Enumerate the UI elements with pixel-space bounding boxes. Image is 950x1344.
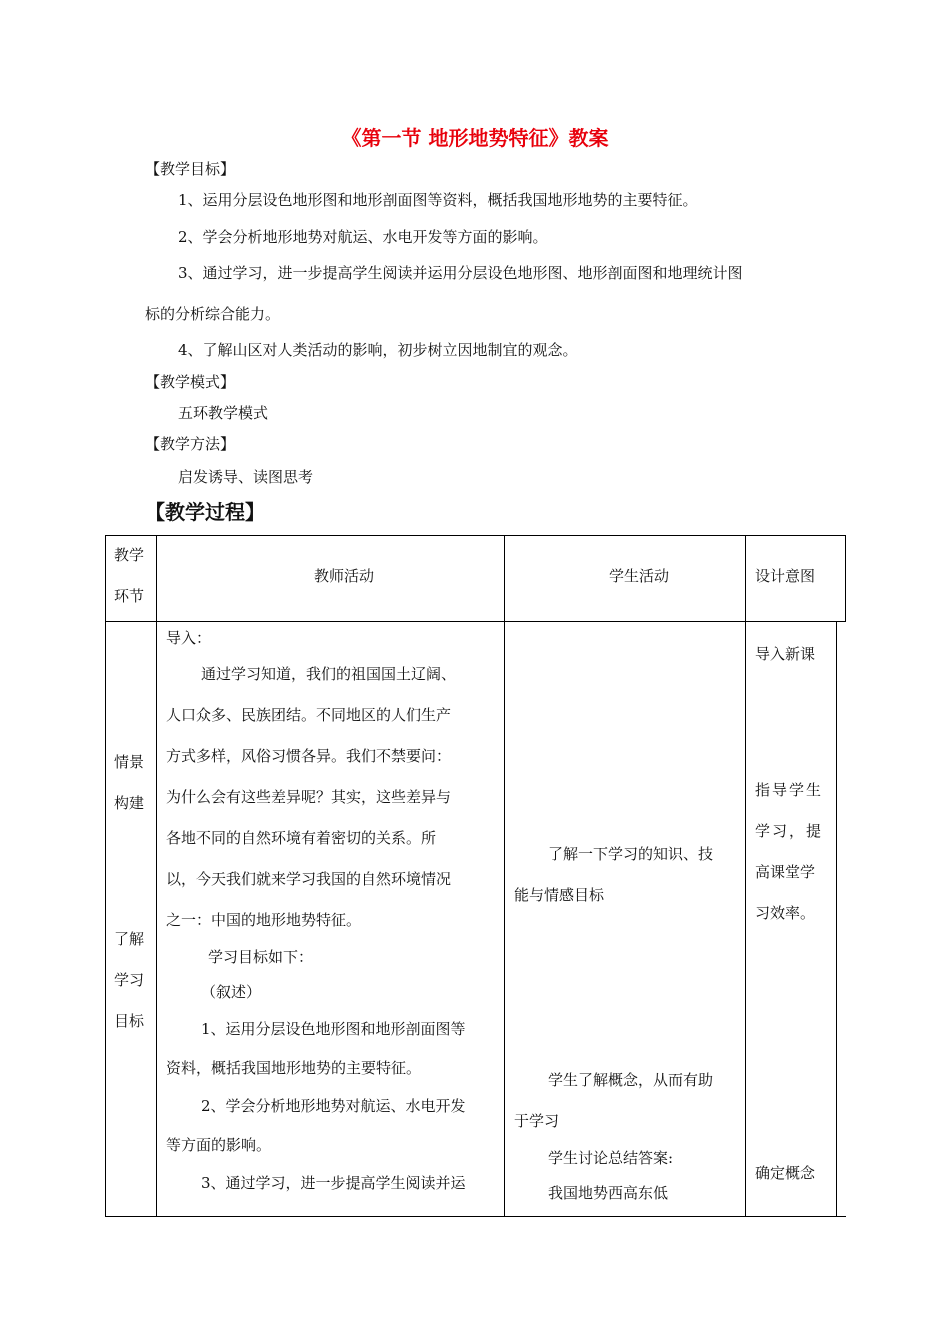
student-line: 我国地势西高东低 xyxy=(548,1184,669,1202)
header-intent: 设计意图 xyxy=(755,567,816,585)
table-border-bottom xyxy=(105,1216,846,1217)
header-section-line1: 教学 xyxy=(114,546,145,564)
goal-item-3-cont: 标的分析综合能力。 xyxy=(145,305,281,323)
teacher-line: 各地不同的自然环境有着密切的关系。所 xyxy=(166,829,437,847)
table-border-top xyxy=(105,535,846,536)
table-col-line-3 xyxy=(745,535,746,1216)
section-label: 目标 xyxy=(114,1012,145,1030)
goals-heading: 【教学目标】 xyxy=(145,160,236,178)
header-student: 学生活动 xyxy=(609,567,670,585)
table-col-line-0 xyxy=(105,535,106,1216)
table-col-line-1 xyxy=(156,535,157,1216)
teacher-line: 为什么会有这些差异呢？其实，这些差异与 xyxy=(166,788,452,806)
table-header-divider xyxy=(105,621,846,622)
goal-item-1: 1、运用分层设色地形图和地形剖面图等资料，概括我国地形地势的主要特征。 xyxy=(178,191,698,209)
teacher-line: （叙述） xyxy=(201,983,262,1001)
section-label: 构建 xyxy=(114,794,145,812)
intent-line: 高课堂学 xyxy=(755,863,816,881)
teacher-line: 等方面的影响。 xyxy=(166,1136,272,1154)
teacher-line: 导入： xyxy=(166,629,212,647)
student-line: 于学习 xyxy=(514,1112,560,1130)
student-line: 学生了解概念，从而有助 xyxy=(548,1071,714,1089)
teacher-line: 2、学会分析地形地势对航运、水电开发 xyxy=(201,1097,466,1115)
method-text: 启发诱导、读图思考 xyxy=(178,468,314,486)
section-label: 了解 xyxy=(114,930,145,948)
student-line: 了解一下学习的知识、技 xyxy=(548,845,714,863)
intent-line: 导入新课 xyxy=(755,645,816,663)
goal-item-2: 2、学会分析地形地势对航运、水电开发等方面的影响。 xyxy=(178,228,548,246)
intent-line: 习效率。 xyxy=(755,904,816,922)
teacher-line: 之一：中国的地形地势特征。 xyxy=(166,911,362,929)
teacher-line: 学习目标如下： xyxy=(208,948,314,966)
table-col-line-4-header xyxy=(845,535,846,621)
teacher-line: 资料，概括我国地形地势的主要特征。 xyxy=(166,1059,422,1077)
method-heading: 【教学方法】 xyxy=(145,435,236,453)
intent-line: 指导学生 xyxy=(755,781,824,799)
header-teacher: 教师活动 xyxy=(314,567,375,585)
teacher-line: 通过学习知道，我们的祖国国土辽阔、 xyxy=(201,665,457,683)
table-col-line-2 xyxy=(504,535,505,1216)
goal-item-3: 3、通过学习，进一步提高学生阅读并运用分层设色地形图、地形剖面图和地理统计图 xyxy=(178,264,743,282)
section-label: 情景 xyxy=(114,753,145,771)
student-line: 能与情感目标 xyxy=(514,886,605,904)
teacher-line: 人口众多、民族团结。不同地区的人们生产 xyxy=(166,706,452,724)
goal-item-4: 4、了解山区对人类活动的影响，初步树立因地制宜的观念。 xyxy=(178,341,578,359)
teacher-line: 3、通过学习，进一步提高学生阅读并运 xyxy=(201,1174,466,1192)
teacher-line: 1、运用分层设色地形图和地形剖面图等 xyxy=(201,1020,466,1038)
mode-heading: 【教学模式】 xyxy=(145,373,236,391)
section-label: 学习 xyxy=(114,971,145,989)
mode-text: 五环教学模式 xyxy=(178,404,269,422)
teacher-line: 以，今天我们就来学习我国的自然环境情况 xyxy=(166,870,452,888)
header-section-line2: 环节 xyxy=(114,587,145,605)
table-col-line-4-body xyxy=(836,621,837,1216)
intent-line: 确定概念 xyxy=(755,1164,816,1182)
intent-line: 学习，提 xyxy=(755,822,824,840)
teacher-line: 方式多样，风俗习惯各异。我们不禁要问： xyxy=(166,747,452,765)
page-title: 《第一节 地形地势特征》教案 xyxy=(341,126,609,150)
student-line: 学生讨论总结答案: xyxy=(548,1149,674,1167)
process-heading: 【教学过程】 xyxy=(145,500,265,524)
